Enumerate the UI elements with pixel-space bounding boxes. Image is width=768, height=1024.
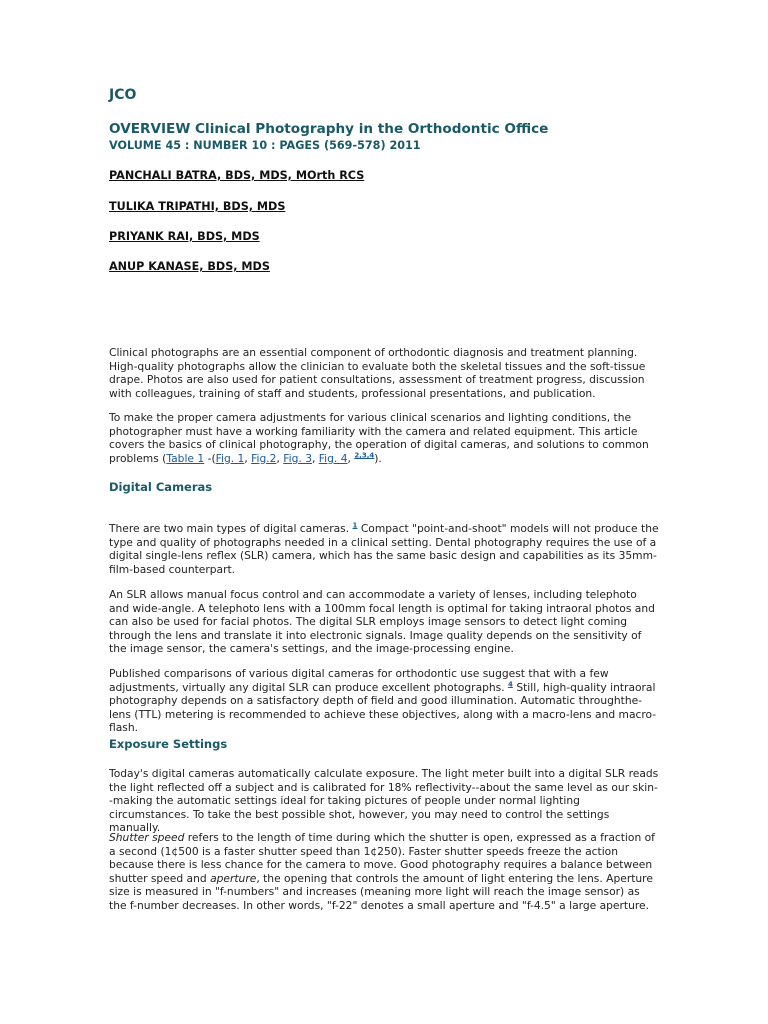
fig-3-link[interactable]: Fig. 3 <box>283 451 312 465</box>
article-title: OVERVIEW Clinical Photography in the Orthodontic Office <box>109 121 549 137</box>
author-3[interactable]: PRIYANK RAI, BDS, MDS <box>109 230 260 243</box>
reference-4-link[interactable]: 4 <box>508 680 513 689</box>
link-separator: , <box>347 451 355 465</box>
reference-1-link[interactable]: 1 <box>352 521 358 530</box>
paragraph-text: Compact "point-and-shoot" models will not produce the type and quality of photographs needed in a clinical setting. Dental photography requires the use of a digital single-lens reflex (SLR) camera, which has the same basic design and capabilities as its 35mm-film-based counterpart. <box>109 522 659 576</box>
intro-paragraph-1: Clinical photographs are an essential component of orthodontic diagnosis and treatment planning. High-quality photographs allow the clinician to evaluate both the skeletal tissues and the soft-tissue drape. Photos are also used for patient consultations, assessment of treatment progress, discussion with colleagues, training of staff and students, professional presentations, and publication. <box>109 346 646 400</box>
reference-superscript <box>354 451 374 459</box>
reference-2-3-4-link[interactable]: 2,3,4 <box>354 451 375 460</box>
paragraph-text: refers to the length of time during which the shutter is open, expressed as a fraction of a second (1¢500 is a faster shutter speed than 1¢250). Faster shutter speeds freeze the action because there is less chance for the camera to move. Good photography requires a balance between shutter speed and <box>109 831 655 885</box>
paragraph-text: There are two main types of digital cameras. <box>109 522 350 535</box>
link-separator: -( <box>204 451 216 465</box>
table-1-link[interactable]: Table 1 <box>166 451 205 465</box>
paragraph-text: , the opening that controls the amount of light entering the lens. Aperture size is measured in "f-numbers" and increases (meaning more light will reach the image sensor) as the f-number decreases. In other words, "f-22" denotes a small aperture and "f-4.5" a large aperture. <box>109 871 653 912</box>
link-separator: , <box>312 451 319 465</box>
intro-paragraph-2 <box>109 411 659 465</box>
digital-cameras-paragraph-2: An SLR allows manual focus control and can accommodate a variety of lenses, including telephoto and wide-angle. A telephoto lens with a 100mm focal length is optimal for taking intraoral photos and can also be used for facial photos. The digital SLR employs image sensors to detect light coming through the lens and translate it into electronic signals. Image quality depends on the sensitivity of the image sensor, the camera's settings, and the image-processing engine. <box>109 588 655 656</box>
digital-cameras-paragraph-3 <box>109 667 659 735</box>
paragraph-close: ). <box>374 451 382 465</box>
author-2[interactable]: TULIKA TRIPATHI, BDS, MDS <box>109 200 286 213</box>
paragraph-text: Still, high-quality intraoral photography depends on a satisfactory depth of field and good illumination. Automatic throughthe-lens (TTL) metering is recommended to achieve these objectives, along with a macro-lens and macro-flash. <box>109 680 657 735</box>
volume-info: VOLUME 45 : NUMBER 10 : PAGES (569-578) 2011 <box>109 139 421 152</box>
fig-4-link[interactable]: Fig. 4 <box>318 451 348 465</box>
link-separator: , <box>244 451 252 465</box>
paragraph-text: Published comparisons of various digital cameras for orthodontic use suggest that with a few adjustments, virtually any digital SLR can produce excellent photographs. <box>109 667 609 694</box>
intro-paragraph-2-text: To make the proper camera adjustments for various clinical scenarios and lighting conditions, the photographer must have a working familiarity with the camera and related equipment. This article covers the basics of clinical photography, the operation of digital cameras, and solutions to common problems ( <box>109 411 649 465</box>
section-heading-digital-cameras: Digital Cameras <box>109 480 213 494</box>
term-shutter-speed: Shutter speed <box>109 831 185 844</box>
author-1[interactable]: PANCHALI BATRA, BDS, MDS, MOrth RCS <box>109 169 365 182</box>
term-aperture: aperture <box>210 871 257 885</box>
exposure-paragraph-1: Today's digital cameras automatically calculate exposure. The light meter built into a digital SLR reads the light reflected off a subject and is calibrated for 18% reflectivity--about the same level as our skin--making the automatic settings ideal for taking pictures of people under normal lighting circumstances. To take the best possible shot, however, you may need to control the settings manually. <box>109 767 659 835</box>
digital-cameras-paragraph-1 <box>109 522 659 576</box>
exposure-paragraph-2 <box>109 831 659 913</box>
author-4[interactable]: ANUP KANASE, BDS, MDS <box>109 260 270 273</box>
journal-name: JCO <box>109 87 137 103</box>
section-heading-exposure-settings: Exposure Settings <box>109 737 228 751</box>
fig-1-link[interactable]: Fig. 1 <box>215 451 245 465</box>
link-separator: , <box>276 451 284 465</box>
fig-2-link[interactable]: Fig.2 <box>251 451 277 465</box>
